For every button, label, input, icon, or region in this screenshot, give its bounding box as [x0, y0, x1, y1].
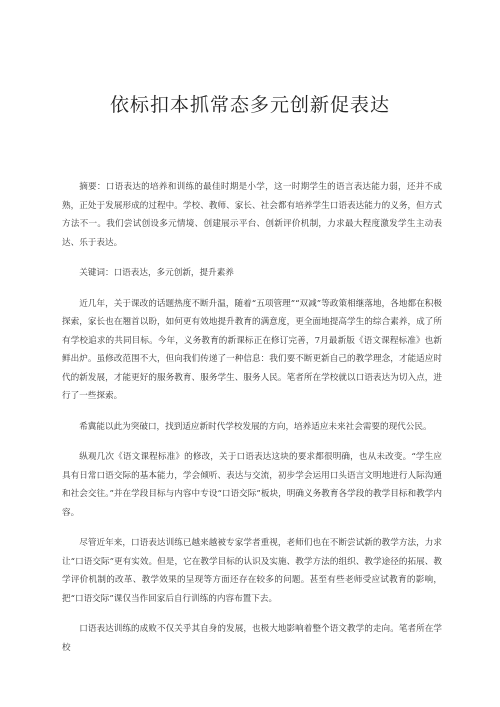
- abstract-paragraph: 摘要：口语表达的培养和训练的最佳时期是小学，这一时期学生的语言表达能力弱，还并不成熟，正处于发展形成的过程中。学校、教师、家长、社会都有培养学生口语表达能力的义务，但方式方法不一。我们尝试创设多元情境、创建展示平台、创新评价机制，力求最大程度激发学生主动表达、乐于表达。: [62, 182, 442, 248]
- body-paragraph: 纵观几次《语文课程标准》的修改，关于口语表达这块的要求都很明确，也从未改变。“学生应具有日常口语交际的基本能力，学会倾听、表达与交流，初步学会运用口头语言文明地进行人际沟通和社会交往。”并在学段目标与内容中专设“口语交际”板块，明确义务教育各学段的教学目标和教学内容。: [62, 452, 442, 518]
- body-paragraph: 尽管近年来，口语表达训练已越来越被专家学者重视，老师们也在不断尝试新的教学方法，力求让“口语交际”更有实效。但是，它在教学目标的认识及实施、教学方法的组织、教学途径的拓展、教学评价机制的改革、教学效果的呈现等方面还存在较多的问题。甚至有些老师受应试教育的影响，把“口语交际”课仅当作回家后自行训练的内容布置下去。: [62, 538, 442, 604]
- body-paragraph: 口语表达训练的成败不仅关乎其自身的发展，也极大地影响着整个语文教学的走向。笔者所在学校: [62, 624, 442, 653]
- body-paragraph: 近几年，关于课改的话题热度不断升温，随着“五项管理”“双减”等政策相继落地，各地都在积极探索，家长也在翘首以盼，如何更有效地提升教育的满意度，更全面地提高学生的综合素养，成了所有学校追求的共同目标。今年，义务教育的新课标正在修订完善，7月最新版《语文课程标准》也新鲜出炉。虽修改范围不大，但向我们传递了一种信息：我们要不断更新自己的教学理念，才能适应时代的新发展，才能更好的服务教育、服务学生、服务人民。笔者所在学校就以口语表达为切入点，进行了一些探索。: [62, 298, 442, 401]
- document-title: 依标扣本抓常态多元创新促表达: [109, 94, 390, 116]
- body-paragraph: 希冀能以此为突破口，找到适应新时代学校发展的方向，培养适应未来社会需要的现代公民。: [79, 421, 432, 432]
- keywords-paragraph: 关键词：口语表达，多元创新，提升素养: [79, 268, 234, 278]
- document-body: [62, 178, 442, 657]
